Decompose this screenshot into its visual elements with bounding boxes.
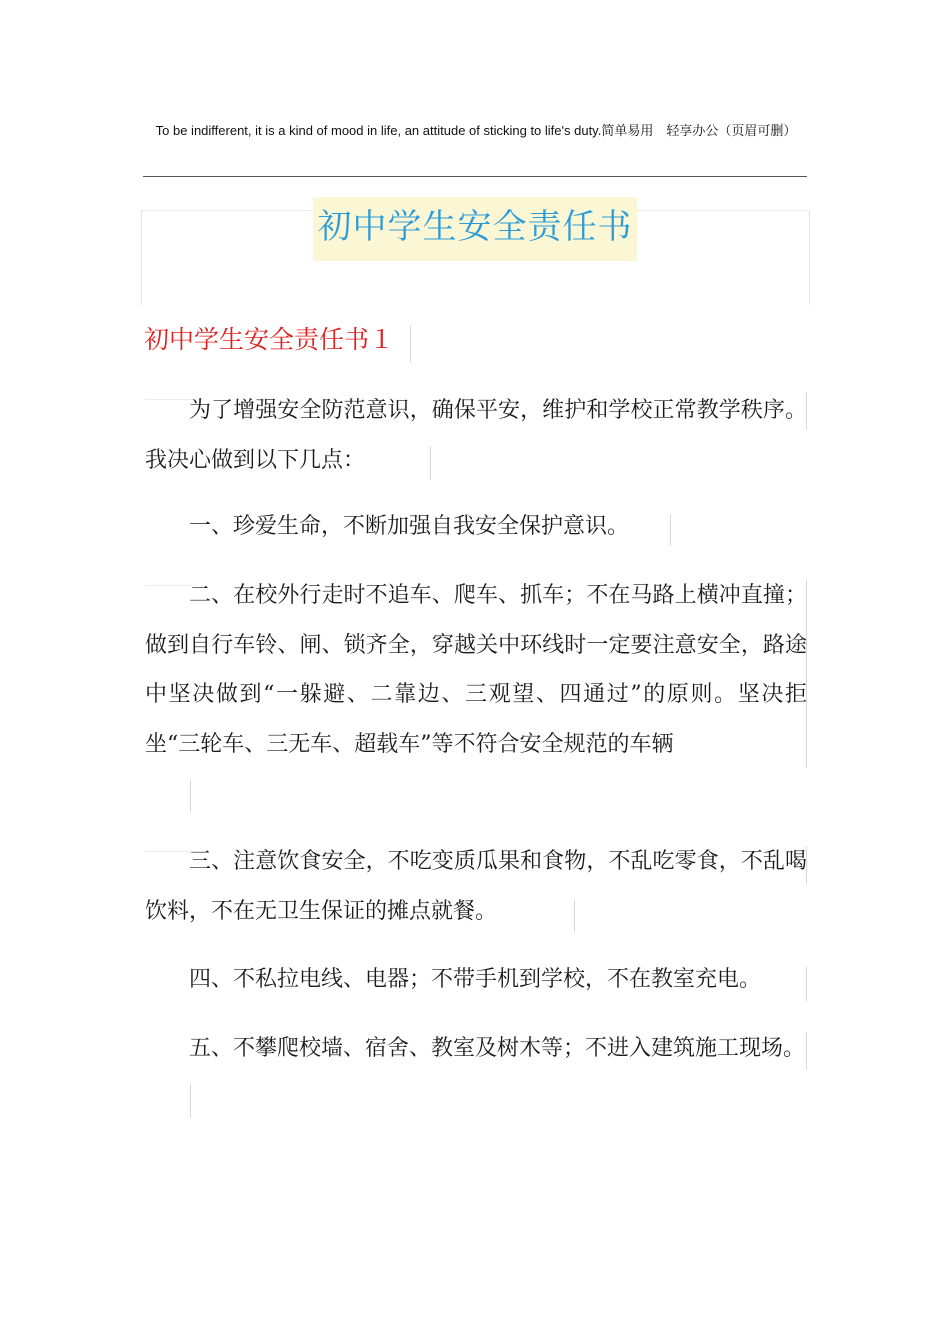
paragraph-item-2: 二、在校外行走时不追车、爬车、抓车；不在马路上横冲直撞；做到自行车铃、闸、锁齐全，穿越关中环线时一定要注意安全，路途中坚决做到“一躲避、二靠边、三观望、四通过”的原则。坚决拒坐“三轮车、三无车、超载车”等不符合安全规范的车辆 [145, 583, 807, 757]
paragraph-item-1: 一、珍爱生命，不断加强自我安全保护意识。 [189, 514, 630, 539]
layout-mark [145, 851, 193, 852]
layout-mark [145, 585, 193, 586]
layout-mark [190, 780, 191, 812]
layout-mark [145, 399, 193, 400]
layout-mark [430, 446, 431, 480]
paragraph-item-5: 五、不攀爬校墙、宿舍、教室及树木等；不进入建筑施工现场。 [189, 1036, 806, 1061]
layout-mark [190, 1084, 191, 1118]
header-chinese-text: 简单易用 轻享办公（页眉可删） [601, 124, 797, 139]
document-title: 初中学生安全责任书 [313, 197, 637, 261]
layout-mark [806, 1032, 807, 1070]
layout-mark [670, 514, 671, 546]
layout-mark [574, 900, 575, 932]
paragraph-item-3: 三、注意饮食安全，不吃变质瓜果和食物，不乱吃零食，不乱喝饮料，不在无卫生保证的摊点就餐。 [145, 849, 807, 924]
header-english-text: To be indifferent, it is a kind of mood in life, an attitude of sticking to life's duty. [155, 123, 602, 138]
layout-mark [806, 392, 807, 430]
paragraph-item-4: 四、不私拉电线、电器；不带手机到学校，不在教室充电。 [189, 967, 762, 992]
layout-mark [410, 326, 411, 362]
layout-mark [806, 967, 807, 1001]
header-divider [143, 176, 807, 177]
layout-mark [806, 846, 807, 884]
layout-mark [806, 580, 807, 768]
page-header [148, 118, 804, 145]
section-title: 初中学生安全责任书１ [144, 325, 395, 354]
paragraph-intro: 为了增强安全防范意识，确保平安，维护和学校正常教学秩序。我决心做到以下几点： [145, 398, 807, 473]
